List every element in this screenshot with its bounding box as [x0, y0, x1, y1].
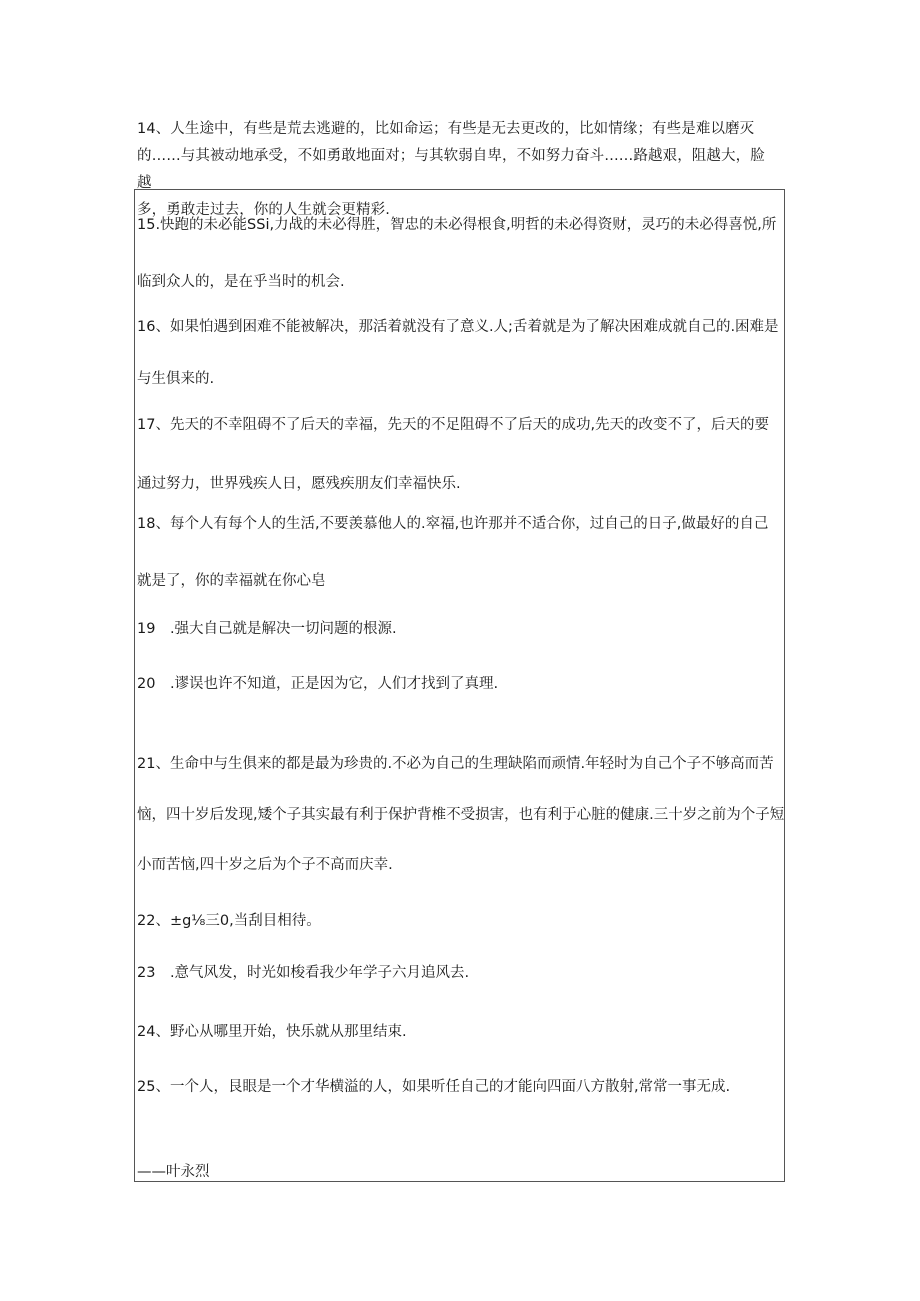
text-line-23: 23 .意气风发，时光如梭看我少年学子六月追风去. [137, 965, 470, 981]
text-line-20: 20 .谬误也许不知道，正是因为它，人们才找到了真理. [137, 676, 499, 692]
paragraph-14-line-1: 14、人生途中，有些是荒去逃避的，比如命运；有些是无去更改的，比如情缘；有些是难以磨灭 [137, 121, 755, 137]
text-line-19: 19 .强大自己就是解决一切问题的根源. [137, 621, 397, 637]
paragraph-14-line-3: 多，勇敢走过去，你的人生就会更精彩. [137, 202, 390, 218]
text-line-15b: 临到众人的，是在乎当时的机会. [137, 274, 345, 290]
text-line-18b: 就是了，你的幸福就在你心皂 [137, 573, 326, 589]
text-line-24: 24、野心从哪里开始，快乐就从那里结束. [137, 1024, 407, 1040]
text-line-16a: 16、如果怕遇到困难不能被解决，那活着就没有了意义.人;舌着就是为了解决困难成就自己的.困难是 [137, 319, 779, 335]
text-line-15a: 15.快跑的未必能SSi,力战的未必得胜，智忠的未必得根食,明哲的未必得资财，灵巧的未必得喜悦,所 [137, 217, 777, 233]
paragraph-14-line-2: 的……与其被动地承受，不如勇敢地面对；与其软弱自卑，不如努力奋斗……路越艰，阻越大，脸越 [137, 148, 765, 191]
text-line-22: 22、±g⅛三0,当刮目相待。 [137, 913, 321, 929]
author-attribution: ——叶永烈 [137, 1164, 210, 1180]
text-line-17a: 17、先天的不幸阻碍不了后天的幸福，先天的不足阻碍不了后天的成功,先天的改变不了，后天的要 [137, 417, 770, 433]
text-line-21a: 21、生命中与生俱来的都是最为珍贵的.不必为自己的生理缺陷而顽情.年轻时为自己个子不够高而苦 [137, 756, 774, 772]
text-line-25: 25、一个人，艮眼是一个才华横溢的人，如果听任自己的才能向四面八方散射,常常一事无成. [137, 1079, 731, 1095]
text-line-21b: 恼，四十岁后发现,矮个子其实最有利于保护背椎不受损害，也有利于心脏的健康.三十岁之前为个子短 [137, 807, 785, 823]
text-line-17b: 通过努力，世界残疾人日，愿残疾朋友们幸福快乐. [137, 476, 461, 492]
text-line-16b: 与生俱来的. [137, 371, 215, 387]
text-line-18a: 18、每个人有每个人的生活,不要羡慕他人的.窣福,也许那并不适合你，过自己的日子,做最好的自己 [137, 516, 769, 532]
text-line-21c: 小而苦恼,四十岁之后为个子不高而庆幸. [137, 857, 393, 873]
